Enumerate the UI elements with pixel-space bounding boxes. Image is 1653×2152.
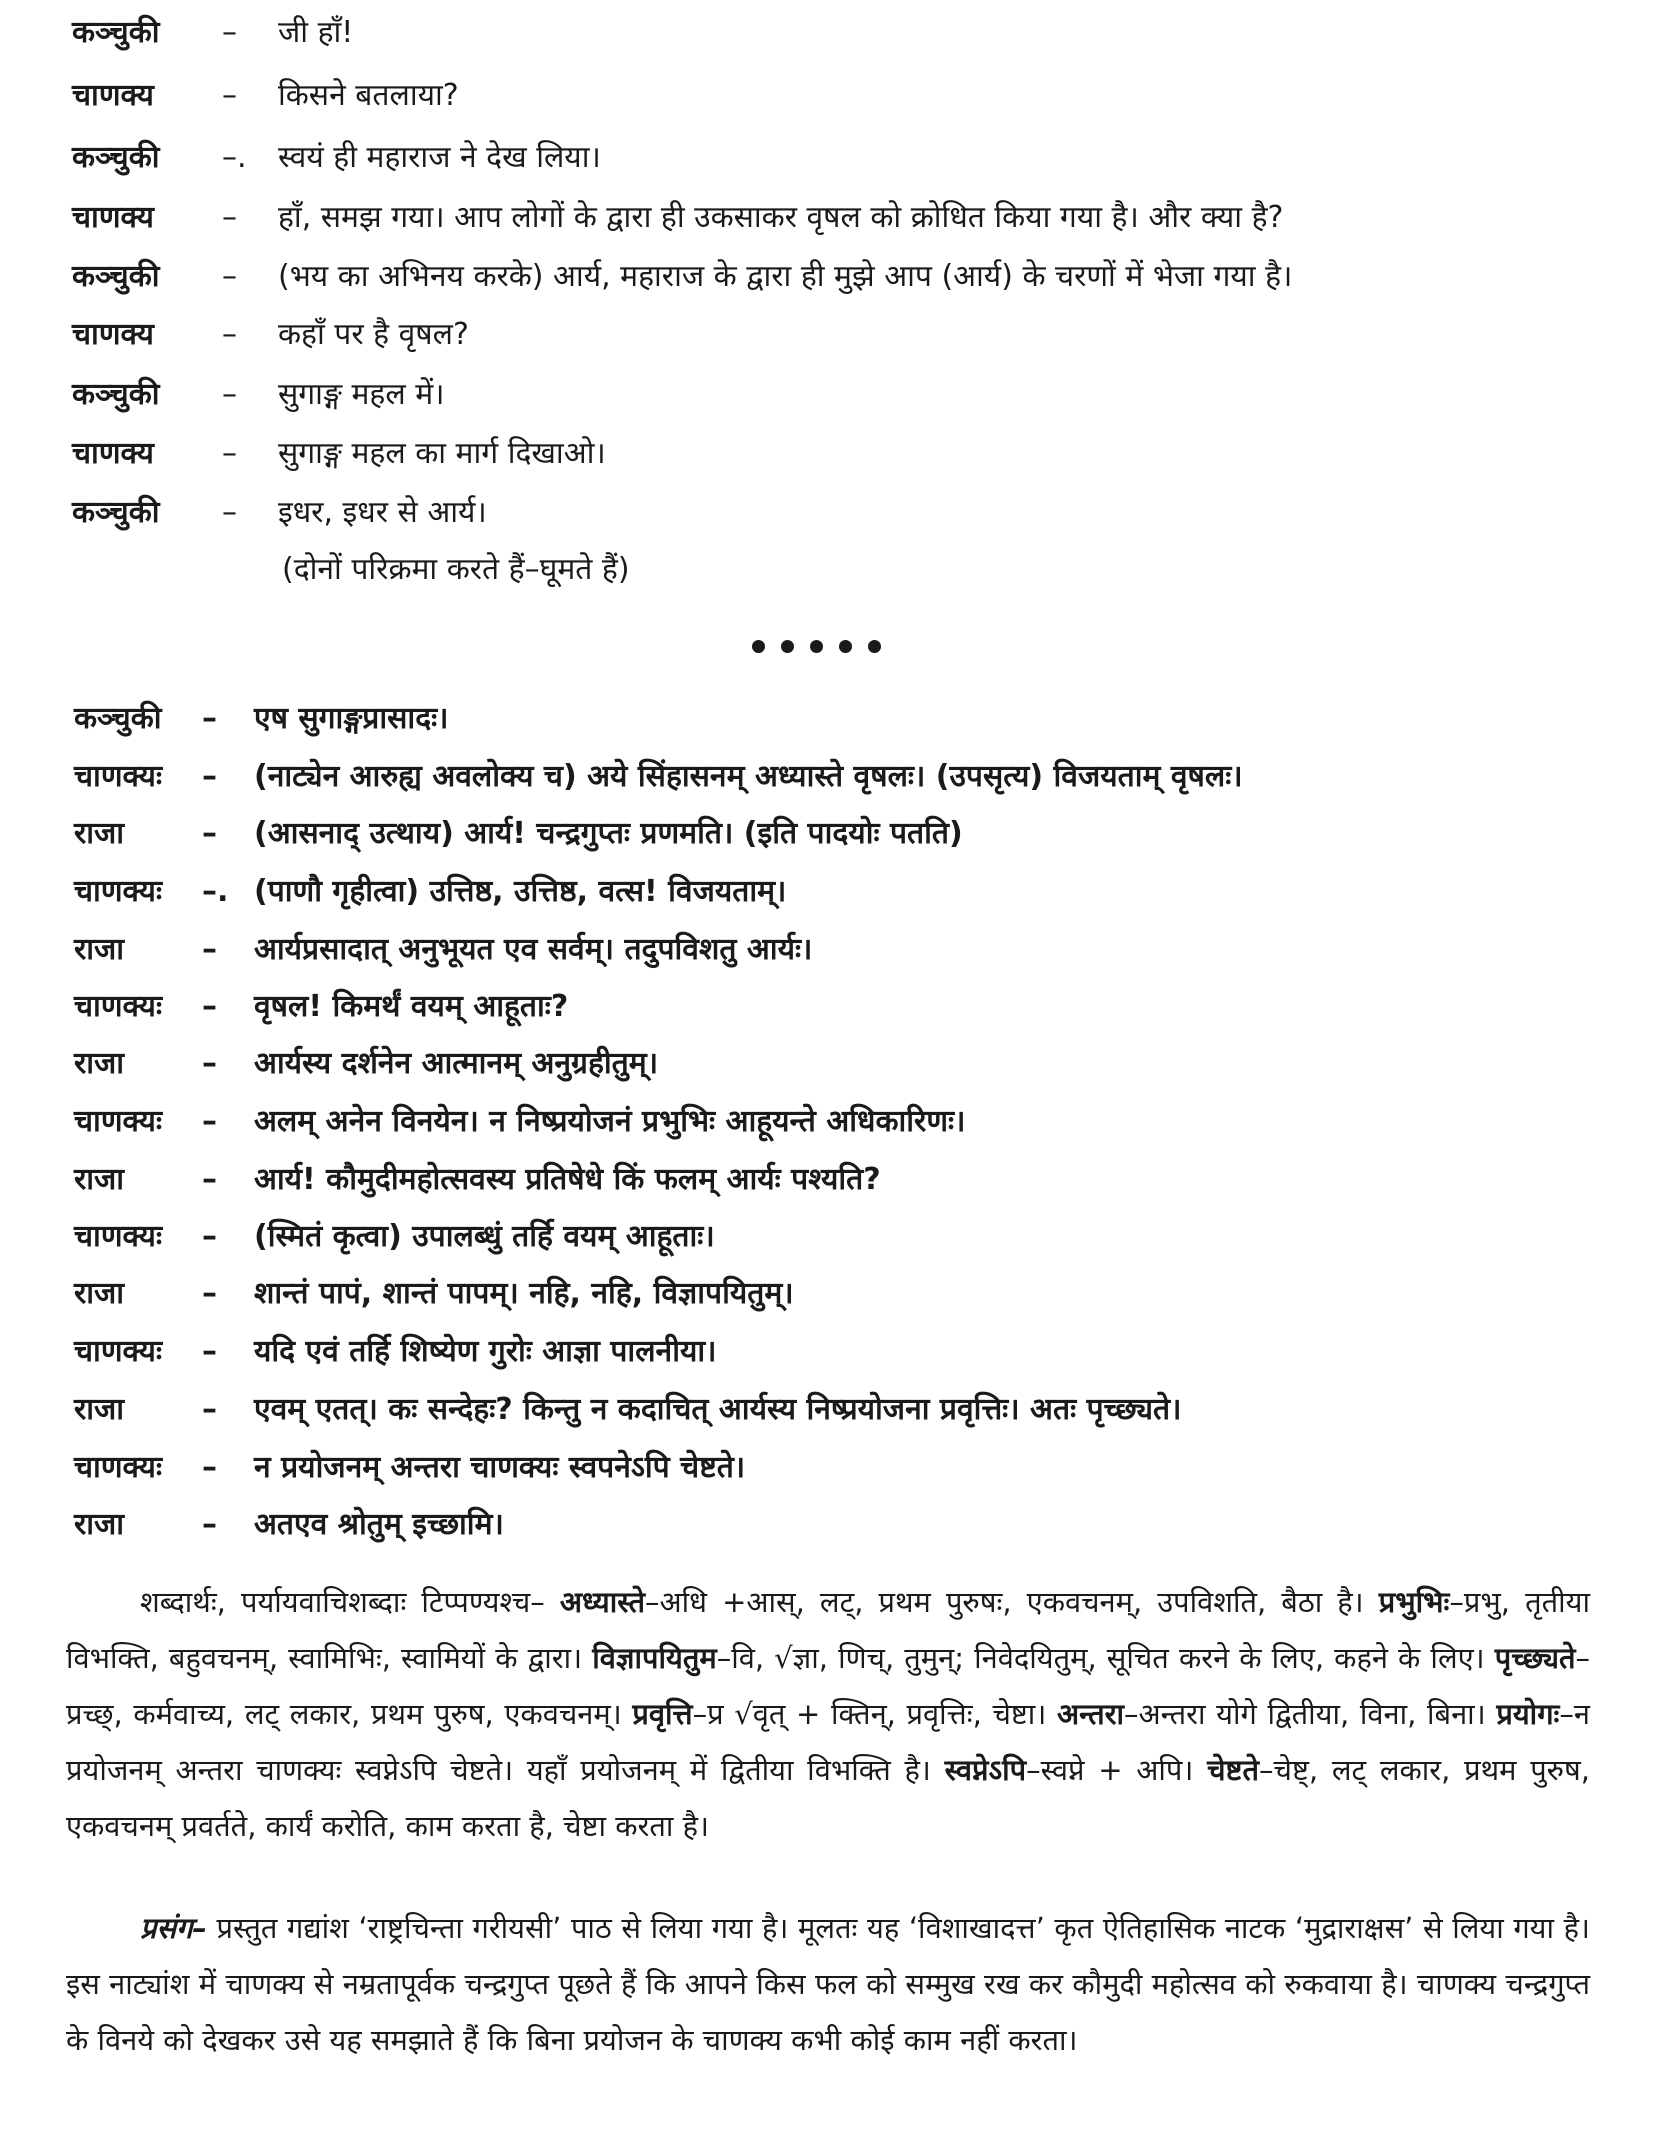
glossary-term: विज्ञापयितुम: [592, 1641, 717, 1675]
dialogue-text: सुगाङ्ग महल में।: [278, 377, 445, 412]
dash: –: [202, 1450, 217, 1485]
separator-dot: [839, 640, 852, 653]
dialogue-text: वृषल! किमर्थं वयम् आहूताः?: [254, 989, 569, 1024]
speaker: कञ्चुकी: [72, 140, 160, 175]
dialogue-text: आर्यप्रसादात् अनुभूयत एव सर्वम्। तदुपविशतु आर्यः।: [254, 932, 813, 967]
glossary-term: अन्तरा: [1056, 1697, 1124, 1731]
glossary-definition: –स्वप्ने + अपि।: [1026, 1753, 1208, 1787]
speaker: राजा: [74, 1276, 125, 1311]
dialogue-text: (भय का अभिनय करके) आर्य, महाराज के द्वारा ही मुझे आप (आर्य) के चरणों में भेजा गया है।: [278, 259, 1293, 294]
speaker: चाणक्यः: [74, 1219, 163, 1254]
dash: –: [222, 200, 237, 235]
dialogue-text: (पाणौ गृहीत्वा) उत्तिष्ठ, उत्तिष्ठ, वत्स! विजयताम्।: [254, 874, 787, 909]
dialogue-text: (नाट्येन आरुह्य अवलोक्य च) अये सिंहासनम् अध्यास्ते वृषलः। (उपसृत्य) विजयताम् वृषलः।: [254, 759, 1243, 794]
dialogue-text: (आसनाद् उत्थाय) आर्य! चन्द्रगुप्तः प्रणमति। (इति पादयोः पतति): [254, 816, 963, 851]
dash: –: [202, 1104, 217, 1139]
glossary-term: चेष्टते: [1207, 1753, 1260, 1787]
speaker: चाणक्य: [72, 436, 154, 471]
dash: –: [222, 495, 237, 530]
dialogue-text: यदि एवं तर्हि शिष्येण गुरोः आज्ञा पालनीया।: [254, 1334, 717, 1369]
dash: –: [222, 436, 237, 471]
speaker: राजा: [74, 932, 125, 967]
dialogue-text: हाँ, समझ गया। आप लोगों के द्वारा ही उकसाकर वृषल को क्रोधित किया गया है। और क्या है?: [278, 200, 1284, 235]
separator-dot: [810, 640, 823, 653]
speaker: कञ्चुकी: [72, 259, 160, 294]
dash: –: [202, 1276, 217, 1311]
dialogue-text: एवम् एतत्। कः सन्देहः? किन्तु न कदाचित् आर्यस्य निष्प्रयोजना प्रवृत्तिः। अतः पृच्छ्यते।: [254, 1392, 1182, 1427]
glossary-term: स्वप्नेऽपि: [944, 1753, 1027, 1787]
speaker: चाणक्य: [72, 200, 154, 235]
glossary-term: पृच्छ्यते: [1494, 1641, 1576, 1675]
dialogue-text: किसने बतलाया?: [278, 78, 459, 113]
dash: –: [222, 15, 237, 50]
dialogue-text: सुगाङ्ग महल का मार्ग दिखाओ।: [278, 436, 606, 471]
speaker: कञ्चुकी: [72, 15, 160, 50]
dash: –: [222, 317, 237, 352]
stage-direction: (दोनों परिक्रमा करते हैं–घूमते हैं): [282, 552, 630, 587]
glossary-definition: –अधि +आस्, लट्, प्रथम पुरुषः, एकवचनम्, उपविशति, बैठा है।: [645, 1585, 1379, 1619]
context-paragraph: [66, 1900, 1590, 2068]
dash: –: [202, 759, 217, 794]
section-separator: [752, 640, 881, 653]
speaker: चाणक्य: [72, 317, 154, 352]
dash: –: [202, 816, 217, 851]
glossary-definition: –अन्तरा योगे द्वितीया, विना, बिना।: [1123, 1697, 1497, 1731]
separator-dot: [868, 640, 881, 653]
dialogue-text: न प्रयोजनम् अन्तरा चाणक्यः स्वपनेऽपि चेष्टते।: [254, 1450, 746, 1485]
dash: –: [202, 1219, 217, 1254]
glossary-term: प्रवृत्ति: [632, 1697, 693, 1731]
dialogue-text: जी हाँ!: [278, 15, 354, 50]
dialogue-text: अतएव श्रोतुम् इच्छामि।: [254, 1507, 504, 1542]
glossary-term: प्रयोगः: [1496, 1697, 1560, 1731]
speaker: चाणक्यः: [74, 874, 163, 909]
context-label: प्रसंग–: [140, 1911, 207, 1945]
glossary-definition: –प्रच्छ्, कर्मवाच्य, लट् लकार, प्रथम पुरुष, एकवचनम्।: [66, 1641, 1591, 1731]
glossary-definition: –प्र √वृत् + क्तिन्, प्रवृत्तिः, चेष्टा।: [692, 1697, 1057, 1731]
glossary-definition: –न प्रयोजनम् अन्तरा चाणक्यः स्वप्नेऽपि चेष्टते। यहाँ प्रयोजनम् में द्वितीया विभक्ति है।: [66, 1697, 1590, 1787]
dash: –: [222, 259, 237, 294]
dialogue-text: अलम् अनेन विनयेन। न निष्प्रयोजनं प्रभुभिः आहूयन्ते अधिकारिणः।: [254, 1104, 966, 1139]
dialogue-text: एष सुगाङ्गप्रासादः।: [254, 701, 449, 736]
speaker: चाणक्यः: [74, 1450, 163, 1485]
speaker: राजा: [74, 1162, 125, 1197]
speaker: राजा: [74, 1046, 125, 1081]
dialogue-text: (स्मितं कृत्वा) उपालब्धुं तर्हि वयम् आहूताः।: [254, 1219, 715, 1254]
dialogue-text: शान्तं पापं, शान्तं पापम्। नहि, नहि, विज्ञापयितुम्।: [254, 1276, 794, 1311]
glossary-paragraph: [66, 1574, 1590, 1854]
dash: –: [202, 932, 217, 967]
speaker: राजा: [74, 1507, 125, 1542]
dialogue-text: आर्यस्य दर्शनेन आत्मानम् अनुग्रहीतुम्।: [254, 1046, 659, 1081]
dash: –: [202, 989, 217, 1024]
speaker: चाणक्यः: [74, 989, 163, 1024]
separator-dot: [752, 640, 765, 653]
glossary-definition: –प्रभु, तृतीया विभक्ति, बहुवचनम्, स्वामिभिः, स्वामियों के द्वारा।: [66, 1585, 1590, 1675]
dash: –: [202, 1162, 217, 1197]
dialogue-text: स्वयं ही महाराज ने देख लिया।: [278, 140, 601, 175]
speaker: चाणक्यः: [74, 1334, 163, 1369]
dash: –: [202, 1507, 217, 1542]
glossary-term: अध्यास्ते: [559, 1585, 646, 1619]
speaker: कञ्चुकी: [72, 377, 160, 412]
glossary-definition: –वि, √ज्ञा, णिच्, तुमुन्; निवेदयितुम्, सूचित करने के लिए, कहने के लिए।: [716, 1641, 1495, 1675]
speaker: चाणक्य: [72, 78, 154, 113]
speaker: राजा: [74, 1392, 125, 1427]
speaker: राजा: [74, 816, 125, 851]
dialogue-text: कहाँ पर है वृषल?: [278, 317, 469, 352]
speaker: कञ्चुकी: [74, 701, 162, 736]
dash: –.: [202, 874, 229, 909]
dash: –.: [222, 140, 247, 175]
dash: –: [222, 78, 237, 113]
dash: –: [202, 1046, 217, 1081]
dialogue-text: आर्य! कौमुदीमहोत्सवस्य प्रतिषेधे किं फलम् आर्यः पश्यति?: [254, 1162, 881, 1197]
dash: –: [202, 1392, 217, 1427]
glossary-term: प्रभुभिः: [1378, 1585, 1450, 1619]
separator-dot: [781, 640, 794, 653]
dash: –: [222, 377, 237, 412]
glossary-definition: –चेष्ट्, लट् लकार, प्रथम पुरुष, एकवचनम् प्रवर्तते, कार्यं करोति, काम करता है, चेष्टा करता है।: [66, 1753, 1591, 1843]
dash: –: [202, 701, 217, 736]
context-text: प्रस्तुत गद्यांश ‘राष्ट्रचिन्ता गरीयसी’ पाठ से लिया गया है। मूलतः यह ‘विशाखादत्त’ कृत ऐतिहासिक नाटक ‘मुद्राराक्षस’ से लिया गया है। इस नाट्यांश में चाणक्य से नम्रतापूर्वक चन्द्रगुप्त पूछते हैं कि आपने किस फल को सम्मुख रख कर कौमुदी महोत्सव को रुकवाया है। चाणक्य चन्द्रगुप्त के विनये को देखकर उसे यह समझाते हैं कि बिना प्रयोजन के चाणक्य कभी कोई काम नहीं करता।: [66, 1911, 1590, 2057]
dialogue-text: इधर, इधर से आर्य।: [278, 495, 487, 530]
dash: –: [202, 1334, 217, 1369]
speaker: चाणक्यः: [74, 759, 163, 794]
speaker: चाणक्यः: [74, 1104, 163, 1139]
speaker: कञ्चुकी: [72, 495, 160, 530]
glossary-intro: शब्दार्थः, पर्यायवाचिशब्दाः टिप्पण्यश्च–: [140, 1585, 560, 1619]
